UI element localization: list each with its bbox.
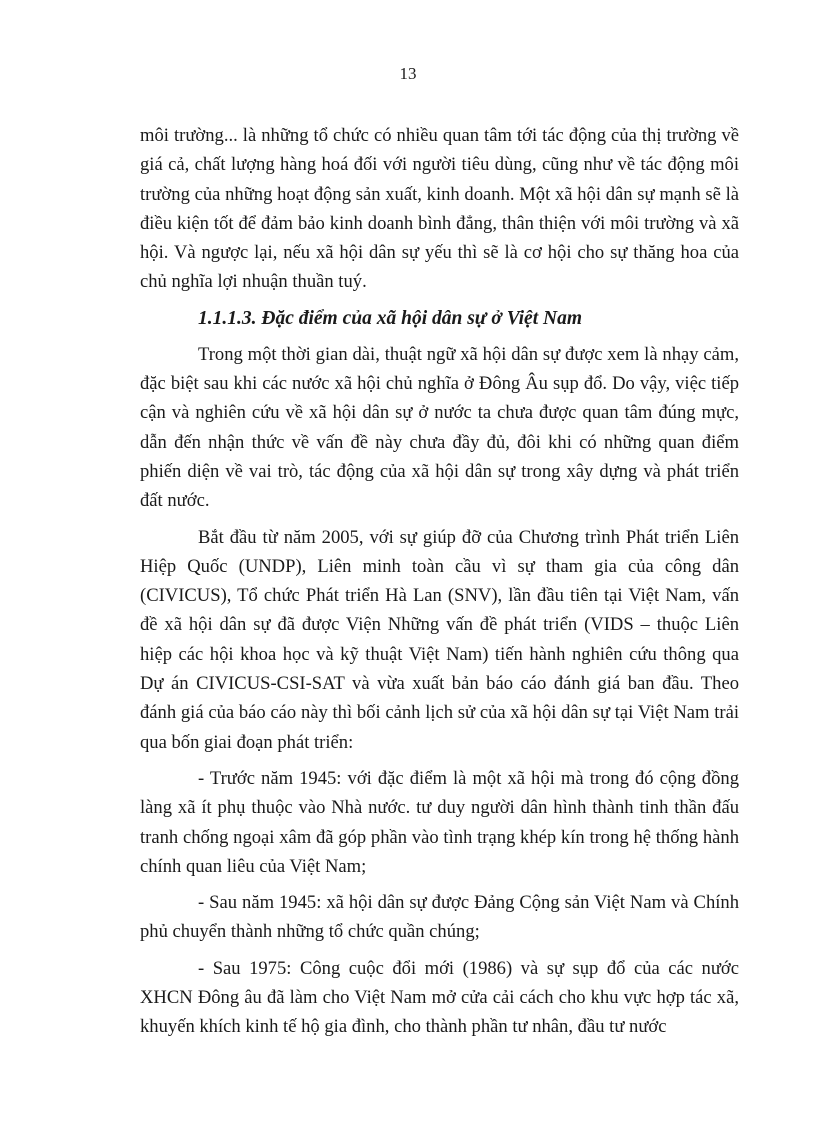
paragraph-research: Bắt đầu từ năm 2005, với sự giúp đỡ của Chương trình Phát triển Liên Hiệp Quốc (UNDP), Liên minh toàn cầu vì sự tham gia của công dân (CIVICUS), Tổ chức Phát triển Hà Lan (SNV), lần đầu tiên tại Việt Nam, vấn đề xã hội dân sự đã được Viện Những vấn đề phát triển (VIDS – thuộc Liên hiệp các hội khoa học và kỹ thuật Việt Nam) tiến hành nghiên cứu thông qua Dự án CIVICUS-CSI-SAT và vừa xuất bản báo cáo đánh giá ban đầu. Theo đánh giá của báo cáo này thì bối cảnh lịch sử của xã hội dân sự tại Việt Nam trải qua bốn giai đoạn phát triển: xyxy=(140,526,739,753)
paragraph-continuation: môi trường... là những tổ chức có nhiều quan tâm tới tác động của thị trường về giá cả, chất lượng hàng hoá đối với người tiêu dùng, cũng như về tác động môi trường của những hoạt động sản xuất, kinh doanh. Một xã hội dân sự mạnh sẽ là điều kiện tốt để đảm bảo kinh doanh bình đẳng, thân thiện với môi trường và xã hội. Và ngược lại, nếu xã hội dân sự yếu thì sẽ là cơ hội cho sự thăng hoa của chủ nghĩa lợi nhuận thuần tuý. xyxy=(140,125,739,293)
paragraph-context: Trong một thời gian dài, thuật ngữ xã hội dân sự được xem là nhạy cảm, đặc biệt sau khi các nước xã hội chủ nghĩa ở Đông Âu sụp đổ. Do vậy, việc tiếp cận và nghiên cứu về xã hội dân sự ở nước ta chưa được quan tâm đúng mực, dẫn đến nhận thức về vấn đề này chưa đầy đủ, đôi khi có những quan điểm phiến diện về vai trò, tác động của xã hội dân sự trong xây dựng và phát triển đất nước. xyxy=(140,343,739,512)
section-heading: 1.1.1.3. Đặc điểm của xã hội dân sự ở Việt Nam xyxy=(198,307,582,329)
document-body xyxy=(140,121,739,1049)
list-item-before-1945: - Trước năm 1945: với đặc điểm là một xã hội mà trong đó cộng đồng làng xã ít phụ thuộc vào Nhà nước. tư duy người dân hình thành tinh thần đấu tranh chống ngoại xâm đã góp phần vào tình trạng khép kín trong hệ thống hành chính quan liêu của Việt Nam; xyxy=(140,767,739,877)
list-item-after-1975: - Sau 1975: Công cuộc đổi mới (1986) và sự sụp đổ của các nước XHCN Đông âu đã làm cho Việt Nam mở cửa cải cách cho khu vực hợp tác xã, khuyến khích kinh tế hộ gia đình, cho thành phần tư nhân, đầu tư nước xyxy=(140,957,739,1038)
list-item-after-1945: - Sau năm 1945: xã hội dân sự được Đảng Cộng sản Việt Nam và Chính phủ chuyển thành những tổ chức quần chúng; xyxy=(140,892,739,943)
page-number: 13 xyxy=(399,64,417,83)
